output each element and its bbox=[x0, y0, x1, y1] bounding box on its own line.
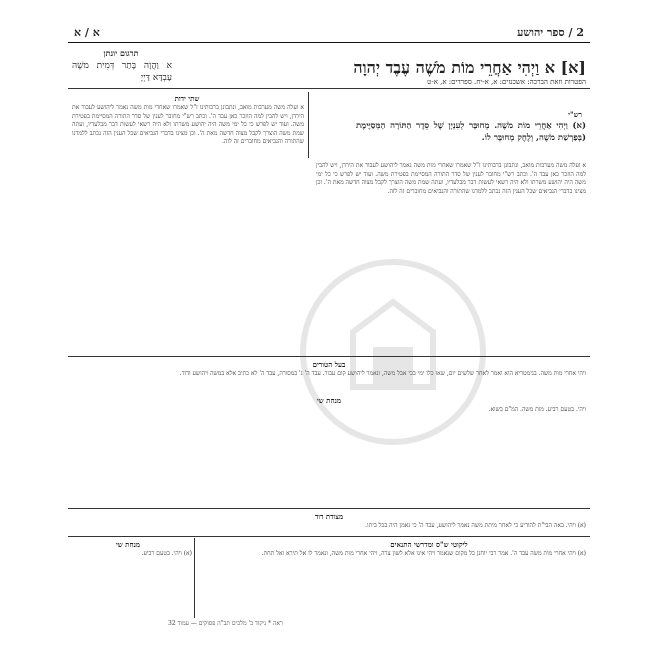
likutei-label: ליקוטי ש"ס ומדרשי התנאים bbox=[390, 540, 468, 549]
metzudat-david-label: מצודת דוד bbox=[314, 512, 344, 521]
verse-text bbox=[186, 58, 586, 78]
minchat-shai-text: ויהי. בטעם רביע. מות משה. המ"ם בשוא. bbox=[488, 406, 586, 413]
likutei-text: (א) ויהי אחרי מות משה עבד ה'. אמר רבי יוחנן כל מקום שנאמר ויהי אינו אלא לשון צרה, ויהי אחרי מות משה, ונאמר לו אל תירא ואל תחת. bbox=[261, 550, 586, 557]
metzudat-david-text: (א) ויהי. באה הבי"ת להודיע כי לאחר מיתת משה נאמר ליהושע, עבד ה' כי נאמן היה בכל ביתו. bbox=[365, 522, 586, 529]
column-divider bbox=[194, 538, 195, 618]
shtei-yadot-label: שתי ידות bbox=[174, 94, 200, 103]
haftarah-note: הפטרות וזאת הברכה: אשכנזים: א, א-יח. ספרדים: א, א-ט bbox=[427, 78, 586, 86]
matzav-label: מנחת שי bbox=[115, 540, 141, 549]
matzav-text: (א) ויהי. בטעם רביע. bbox=[141, 550, 192, 557]
rashi-label: רש"י bbox=[568, 110, 582, 119]
baal-haturim-label: בעל הטורים bbox=[312, 360, 346, 369]
verse-number: [א] bbox=[560, 58, 586, 77]
chapter-marker: א / א bbox=[74, 26, 100, 39]
divider bbox=[68, 88, 590, 89]
page-header bbox=[68, 26, 590, 43]
shtei-yadot-continued: א ועלה משה מערבות מואב, ונתבונן ברבותינו ז"ל שאמרו שאחרי מות משה נאמר ליהושע לעבור את הירדן, ויש להבין למה הוזכר כאן עבד ה'. וכתב רש"י מחובר לענין של סדר התורה המסיימת בפטירת משה. ועוד יש לפרש כי כל ימי משה היה יהושע משרתו ולא היה רשאי לעשות דבר מבלעדיו, ועתה שמת משה הוצרך לקבל מצוה חדשה מאת ה'. וכן מצינו בדברי הנביאים שכל הענין הזה נכתב ללמדנו שהתורה והנביאים מחוברים זה לזה. bbox=[316, 162, 586, 195]
divider bbox=[68, 536, 590, 537]
baal-haturim-text: ויהי אחרי מות משה. בגימטריא הוא ואמר לאחר שלשים יום, שאז כלו ימי בכי אבל משה, ונאמר ליהושע קום עבור. עבד ה' ג' במסורה, עבד ה' לא כתיב אלא במשה ויהושע ודוד. bbox=[179, 370, 586, 377]
targum-label: תרגום יונתן bbox=[103, 48, 139, 58]
divider bbox=[68, 508, 590, 509]
footer-note: ראה * ניקוד ב' מלכים תב"ה פסוקים — עמוד 32 bbox=[168, 620, 283, 627]
rashi-text: (א) וַיְהִי אַחֲרֵי מוֹת מֹשֶׁה. מְחוּבָּר לְעִנְיָן שֶׁל סֵדֶר הַתּוֹרָה הַמְּסַיֶּימֶת (בְּפַרְשַׁת מֹשֶׁה, וְלֶחֶק מְחוּבָּר לוֹ. bbox=[356, 121, 586, 143]
shtei-yadot-text: א ועלה משה מערבות מואב, ונתבונן ברבותינו ז"ל שאמרו שאחרי מות משה נאמר ליהושע לעבור את הירדן, ויש להבין למה הוזכר כאן עבד ה'. וכתב רש"י מחובר לענין של סדר התורה המסיימת בפטירת משה. ועוד יש לפרש כי כל ימי משה היה יהושע משרתו ולא היה רשאי לעשות דבר מבלעדיו, ועתה שמת משה הוצרך לקבל מצוה חדשה מאת ה'. וכן מצינו בדברי הנביאים שכל הענין הזה נכתב ללמדנו שהתורה והנביאים מחוברים זה לזה. bbox=[72, 104, 304, 146]
minchat-shai-label: מנחת שי bbox=[316, 396, 342, 405]
book-page bbox=[68, 22, 590, 634]
verse-body: א וַיְהִי אַחֲרֵי מוֹת מֹשֶׁה עֶבֶד יְהוָה bbox=[353, 58, 555, 77]
column-divider bbox=[308, 92, 309, 158]
targum-text: א וַהֲוָה בָּתַר דְּמִית משֶׁה עַבְדָּא דַּיְיָ bbox=[72, 61, 172, 83]
divider bbox=[68, 356, 590, 357]
page-label: 2 / ספר יהושע bbox=[517, 26, 584, 39]
